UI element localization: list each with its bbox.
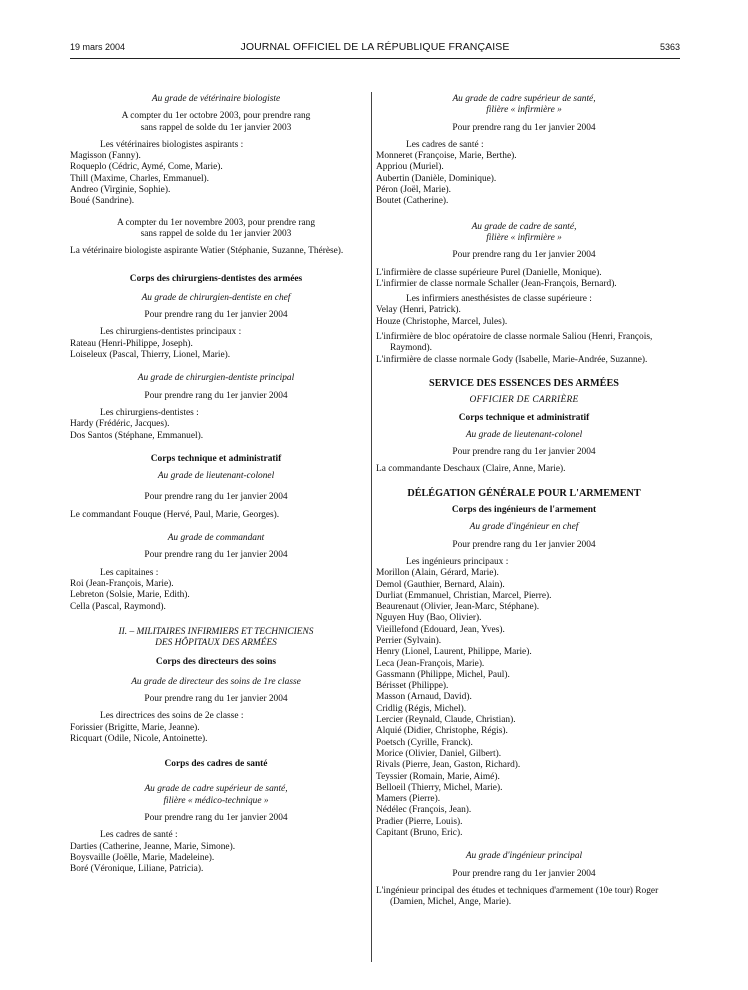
cad-names (70, 842, 362, 876)
list-item: Rivals (Pierre, Jean, Gaston, Richard). (376, 760, 521, 771)
dir-grade: Au grade de directeur des soins de 1re classe (131, 676, 301, 687)
dir-rang: Pour prendre rang du 1er janvier 2004 (144, 693, 288, 704)
list-item: Capitant (Bruno, Eric). (376, 828, 463, 839)
list-item: Lebreton (Solsie, Marie, Edith). (70, 590, 190, 601)
dir-names (70, 723, 362, 746)
list-item: Perrier (Sylvain). (376, 635, 442, 646)
cadsante-anesth-names (376, 305, 672, 328)
vet-watier: La vétérinaire biologiste aspirante Watier (Stéphanie, Suzanne, Thérèse). (70, 246, 344, 257)
list-item: Mamers (Pierre). (376, 794, 441, 805)
list-item: Henry (Lionel, Laurent, Philippe, Marie). (376, 647, 532, 658)
dga-chef-names (376, 568, 672, 839)
dga-princ-roger: L'ingénieur principal des études et techniques d'armement (10e tour) Roger (Damien, Michel, Ange, Marie). (376, 885, 659, 908)
dent-chef-names (70, 339, 362, 362)
list-item: Boutet (Catherine). (376, 196, 449, 207)
list-item: Bérisset (Philippe). (376, 681, 449, 692)
vet-rang-2: A compter du 1er novembre 2003, pour prendre rang sans rappel de solde du 1er janvier 2003 (116, 217, 316, 239)
list-item: Morice (Olivier, Daniel, Gilbert). (376, 748, 502, 759)
list-item: Magisson (Fanny). (70, 151, 141, 162)
list-item: Belloeil (Thierry, Michel, Marie). (376, 782, 503, 793)
essences-officier: OFFICIER DE CARRIÈRE (469, 395, 579, 406)
dent-princ-names (70, 419, 362, 442)
dga-chef-intro: Les ingénieurs principaux : (406, 556, 509, 567)
essences-title: SERVICE DES ESSENCES DES ARMÉES (429, 377, 619, 389)
essences-rang: Pour prendre rang du 1er janvier 2004 (452, 447, 596, 458)
list-item: Leca (Jean-François, Marie). (376, 658, 485, 669)
dent-chef-rang: Pour prendre rang du 1er janvier 2004 (144, 310, 288, 321)
list-item: Boré (Véronique, Liliane, Patricia). (70, 864, 204, 875)
list-item: Cella (Pascal, Raymond). (70, 601, 166, 612)
column-divider (371, 92, 372, 962)
vet-grade-heading: Au grade de vétérinaire biologiste (151, 94, 281, 104)
cadinf-rang: Pour prendre rang du 1er janvier 2004 (452, 122, 596, 133)
cad-rang: Pour prendre rang du 1er janvier 2004 (144, 813, 288, 824)
cadsante-rang: Pour prendre rang du 1er janvier 2004 (452, 250, 596, 261)
cadinf-intro: Les cadres de santé : (406, 139, 484, 150)
tech-corps-heading: Corps technique et administratif (150, 453, 282, 464)
right-column (376, 94, 672, 909)
tech-cdt-rang: Pour prendre rang du 1er janvier 2004 (144, 550, 288, 561)
list-item: Teyssier (Romain, Marie, Aimé). (376, 771, 500, 782)
list-item: Péron (Joël, Marie). (376, 185, 451, 196)
vet-names-list (70, 151, 362, 207)
dga-princ-rang: Pour prendre rang du 1er janvier 2004 (452, 868, 596, 879)
list-item: Gassmann (Philippe, Michel, Paul). (376, 669, 510, 680)
tech-cdt-names (70, 579, 362, 613)
list-item: Aubertin (Danièle, Dominique). (376, 173, 497, 184)
header-date: 19 mars 2004 (70, 42, 126, 52)
list-item: Nédélec (François, Jean). (376, 805, 472, 816)
cadinf-names (376, 151, 672, 207)
dent-chef-intro: Les chirurgiens-dentistes principaux : (100, 327, 242, 338)
list-item: Vieillefond (Edouard, Jean, Yves). (376, 624, 505, 635)
cadsante-anesth-intro: Les infirmiers anesthésistes de classe supérieure : (406, 294, 592, 305)
list-item: Forissier (Brigitte, Marie, Jeanne). (70, 722, 200, 733)
list-item: Appriou (Muriel). (376, 162, 444, 173)
tech-cdt-intro: Les capitaines : (100, 567, 159, 578)
tech-cdt-grade: Au grade de commandant (167, 533, 265, 544)
cadinf-grade: Au grade de cadre supérieur de santé, filière « infirmière » (452, 94, 596, 116)
list-item: Demol (Gauthier, Bernard, Alain). (376, 579, 505, 590)
list-item: Hardy (Frédéric, Jacques). (70, 419, 170, 430)
dir-intro: Les directrices des soins de 2e classe : (100, 711, 244, 722)
list-item: Thill (Maxime, Charles, Emmanuel). (70, 173, 210, 184)
tech-lc-fouque: Le commandant Fouque (Hervé, Paul, Marie, Georges). (70, 509, 280, 520)
essences-grade: Au grade de lieutenant-colonel (465, 429, 583, 440)
essences-corps: Corps technique et administratif (458, 412, 590, 423)
header-title: JOURNAL OFFICIEL DE LA RÉPUBLIQUE FRANÇAISE (240, 41, 510, 53)
list-item: Darties (Catherine, Jeanne, Marie, Simone). (70, 841, 236, 852)
dga-chef-grade: Au grade d'ingénieur en chef (469, 522, 579, 533)
list-item: Pradier (Pierre, Louis). (376, 816, 463, 827)
list-item: Nguyen Huy (Bao, Olivier). (376, 613, 482, 624)
list-item: Roqueplo (Cédric, Aymé, Come, Marie). (70, 162, 223, 173)
dga-title: DÉLÉGATION GÉNÉRALE POUR L'ARMEMENT (407, 487, 641, 499)
list-item: Ricquart (Odile, Nicole, Antoinette). (70, 733, 208, 744)
vet-rang-1: A compter du 1er octobre 2003, pour prendre rang sans rappel de solde du 1er janvier 2003 (121, 111, 311, 133)
list-item: Morillon (Alain, Gérard, Marie). (376, 568, 499, 579)
list-item: Monneret (Françoise, Marie, Berthe). (376, 151, 517, 162)
cad-grade: Au grade de cadre supérieur de santé, filière « médico-technique » (144, 784, 288, 806)
list-item: Masson (Arnaud, David). (376, 692, 472, 703)
header-rule (70, 58, 680, 59)
list-item: Cridlig (Régis, Michel). (376, 703, 467, 714)
page-header (70, 42, 680, 56)
list-item: Dos Santos (Stéphane, Emmanuel). (70, 430, 204, 441)
cadsante-purel: L'infirmière de classe supérieure Purel (Danielle, Monique). (376, 267, 602, 278)
list-item: Durliat (Emmanuel, Christian, Marcel, Pierre). (376, 590, 552, 601)
list-item: Poetsch (Cyrille, Franck). (376, 737, 473, 748)
list-item: Lercier (Reynald, Claude, Christian). (376, 715, 516, 726)
cad-intro: Les cadres de santé : (100, 830, 178, 841)
cadsante-gody: L'infirmière de classe normale Gody (Isabelle, Marie-Andrée, Suzanne). (376, 354, 648, 365)
section-ii-heading: II. – MILITAIRES INFIRMIERS ET TECHNICIENS DES HÔPITAUX DES ARMÉES (118, 626, 314, 649)
essences-deschaux: La commandante Deschaux (Claire, Anne, Marie). (376, 464, 566, 475)
list-item: Boysvaille (Joëlle, Marie, Madeleine). (70, 852, 215, 863)
list-item: Andreo (Virginie, Sophie). (70, 185, 171, 196)
dent-princ-rang: Pour prendre rang du 1er janvier 2004 (144, 390, 288, 401)
dent-princ-grade: Au grade de chirurgien-dentiste principal (137, 373, 295, 384)
list-item: Beaurenaut (Olivier, Jean-Marc, Stéphane). (376, 602, 540, 613)
dir-corps-heading: Corps des directeurs des soins (155, 657, 277, 668)
cad-corps-heading: Corps des cadres de santé (164, 759, 268, 770)
dent-corps-heading: Corps des chirurgiens-dentistes des armées (129, 273, 303, 284)
dent-princ-intro: Les chirurgiens-dentistes : (100, 407, 199, 418)
list-item: Houze (Christophe, Marcel, Jules). (376, 316, 508, 327)
vet-intro: Les vétérinaires biologistes aspirants : (100, 139, 244, 150)
page-number: 5363 (659, 42, 680, 52)
tech-lc-grade: Au grade de lieutenant-colonel (157, 471, 275, 482)
dga-corps: Corps des ingénieurs de l'armement (451, 505, 597, 516)
cadsante-saliou: L'infirmière de bloc opératoire de classe normale Saliou (Henri, François, Raymond). (376, 332, 653, 354)
left-column (70, 94, 362, 876)
dent-chef-grade: Au grade de chirurgien-dentiste en chef (141, 292, 291, 303)
dga-princ-grade: Au grade d'ingénieur principal (465, 851, 583, 862)
list-item: Velay (Henri, Patrick). (376, 305, 461, 316)
list-item: Rateau (Henri-Philippe, Joseph). (70, 338, 193, 349)
cadsante-schaller: L'infirmier de classe normale Schaller (Jean-François, Bernard). (376, 278, 617, 289)
dga-chef-rang: Pour prendre rang du 1er janvier 2004 (452, 539, 596, 550)
list-item: Roi (Jean-François, Marie). (70, 578, 174, 589)
list-item: Loiseleux (Pascal, Thierry, Lionel, Marie). (70, 350, 231, 361)
list-item: Alquié (Didier, Christophe, Régis). (376, 726, 508, 737)
tech-lc-rang: Pour prendre rang du 1er janvier 2004 (144, 492, 288, 503)
list-item: Boué (Sandrine). (70, 196, 135, 207)
cadsante-grade: Au grade de cadre de santé, filière « infirmière » (471, 221, 577, 243)
